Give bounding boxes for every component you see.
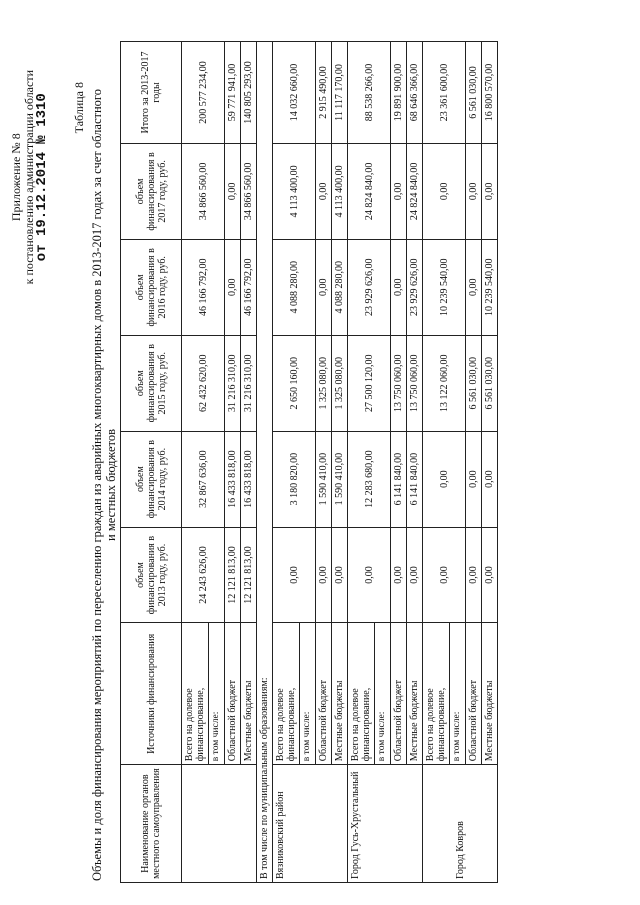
value-cell: 0,00 <box>466 239 482 335</box>
table-header-row <box>121 42 182 883</box>
value-cell: 0,00 <box>482 431 498 527</box>
table-row <box>316 42 332 883</box>
value-cell: 1 325 080,00 <box>316 335 332 431</box>
value-cell: 0,00 <box>316 527 332 623</box>
value-cell: 11 117 170,00 <box>332 42 348 144</box>
value-cell: 68 646 366,00 <box>407 42 423 144</box>
value-cell: 2 915 490,00 <box>316 42 332 144</box>
value-cell: 24 824 840,00 <box>348 143 391 239</box>
source-label: Местные бюджеты <box>482 623 498 765</box>
value-cell: 0,00 <box>466 143 482 239</box>
source-label: Местные бюджеты <box>332 623 348 765</box>
col-header: объем финансирования в 2014 году, руб. <box>121 431 182 527</box>
source-label: Областной бюджет <box>225 623 241 765</box>
value-cell: 31 216 310,00 <box>241 335 257 431</box>
col-header: Итого за 2013-2017 годы <box>121 42 182 144</box>
source-label: Всего на долевое финансирование, <box>182 623 209 765</box>
value-cell: 59 771 941,00 <box>225 42 241 144</box>
value-cell: 0,00 <box>225 239 241 335</box>
value-cell: 10 239 540,00 <box>482 239 498 335</box>
value-cell: 6 561 030,00 <box>466 42 482 144</box>
value-cell: 0,00 <box>482 143 498 239</box>
value-cell: 16 800 570,00 <box>482 42 498 144</box>
value-cell: 27 500 120,00 <box>348 335 391 431</box>
value-cell: 2 650 160,00 <box>273 335 316 431</box>
value-cell: 0,00 <box>273 527 316 623</box>
value-cell: 23 929 626,00 <box>348 239 391 335</box>
value-cell: 0,00 <box>482 527 498 623</box>
value-cell: 16 433 818,00 <box>225 431 241 527</box>
col-header: объем финансирования в 2015 году, руб. <box>121 335 182 431</box>
value-cell: 0,00 <box>391 527 407 623</box>
value-cell: 19 891 900,00 <box>391 42 407 144</box>
value-cell: 24 824 840,00 <box>407 143 423 239</box>
appendix-resolution: к постановлению администрации области <box>22 70 36 285</box>
source-label: в том числе: <box>209 623 225 765</box>
source-label: в том числе: <box>450 623 466 765</box>
source-label: Областной бюджет <box>391 623 407 765</box>
appendix-header <box>10 70 49 284</box>
table-row <box>241 42 257 883</box>
value-cell: 46 166 792,00 <box>241 239 257 335</box>
table-row <box>182 42 209 883</box>
value-cell: 1 590 410,00 <box>316 431 332 527</box>
table-row <box>273 42 300 883</box>
table-row <box>466 42 482 883</box>
value-cell: 0,00 <box>423 527 466 623</box>
value-cell: 6 141 840,00 <box>407 431 423 527</box>
appendix-date: от 19.12.2014 № 1310 <box>34 93 50 262</box>
value-cell: 0,00 <box>423 431 466 527</box>
value-cell: 4 113 400,00 <box>332 143 348 239</box>
source-label: Областной бюджет <box>466 623 482 765</box>
value-cell: 34 866 560,00 <box>241 143 257 239</box>
col-header: Наименование органов местного самоуправления <box>121 765 182 883</box>
municipality-name: Вязниковский район <box>273 765 348 883</box>
value-cell: 13 122 060,00 <box>423 335 466 431</box>
source-label: Всего на долевое финансирование, <box>348 623 375 765</box>
value-cell: 31 216 310,00 <box>225 335 241 431</box>
table-row <box>482 42 498 883</box>
value-cell: 1 590 410,00 <box>332 431 348 527</box>
value-cell: 0,00 <box>225 143 241 239</box>
value-cell: 23 361 600,00 <box>423 42 466 144</box>
municipality-name: Город Гусь-Хрустальный <box>348 765 423 883</box>
table-row <box>423 42 450 883</box>
value-cell: 0,00 <box>348 527 391 623</box>
value-cell: 3 180 820,00 <box>273 431 316 527</box>
value-cell: 200 577 234,00 <box>182 42 225 144</box>
value-cell: 12 283 680,00 <box>348 431 391 527</box>
col-header: объем финансирования в 2016 году, руб. <box>121 239 182 335</box>
source-label: Местные бюджеты <box>407 623 423 765</box>
value-cell: 16 433 818,00 <box>241 431 257 527</box>
value-cell: 0,00 <box>466 431 482 527</box>
value-cell: 0,00 <box>407 527 423 623</box>
financing-table <box>120 41 498 883</box>
table-row <box>257 42 273 883</box>
value-cell: 46 166 792,00 <box>182 239 225 335</box>
source-label: Областной бюджет <box>316 623 332 765</box>
source-label: Всего на долевое финансирование, <box>423 623 450 765</box>
table-row <box>348 42 375 883</box>
table-row <box>225 42 241 883</box>
value-cell: 0,00 <box>391 239 407 335</box>
value-cell: 4 113 400,00 <box>273 143 316 239</box>
value-cell: 13 750 060,00 <box>407 335 423 431</box>
value-cell: 23 929 626,00 <box>407 239 423 335</box>
value-cell: 62 432 620,00 <box>182 335 225 431</box>
value-cell: 24 243 626,00 <box>182 527 225 623</box>
value-cell: 6 561 030,00 <box>466 335 482 431</box>
value-cell: 0,00 <box>332 527 348 623</box>
source-label: Местные бюджеты <box>241 623 257 765</box>
value-cell: 6 561 030,00 <box>482 335 498 431</box>
value-cell: 34 866 560,00 <box>182 143 225 239</box>
value-cell: 6 141 840,00 <box>391 431 407 527</box>
muni-section-header: В том числе по муниципальным образованиям: <box>257 42 273 883</box>
document-title: Объемы и доля финансирования мероприятий по переселению граждан из аварийных многоквартирных домов в 2013-2017 годах за счет областного и местных бюджетов <box>90 89 118 881</box>
col-header: объем финансирования в 2017 году, руб. <box>121 143 182 239</box>
value-cell: 32 867 636,00 <box>182 431 225 527</box>
source-label: в том числе: <box>375 623 391 765</box>
value-cell: 0,00 <box>391 143 407 239</box>
value-cell: 140 805 293,00 <box>241 42 257 144</box>
value-cell: 0,00 <box>316 239 332 335</box>
source-label: в том числе: <box>300 623 316 765</box>
table-body <box>182 42 498 883</box>
col-header: Источники финансирования <box>121 623 182 765</box>
value-cell: 1 325 080,00 <box>332 335 348 431</box>
value-cell: 12 121 813,00 <box>241 527 257 623</box>
summary-name-cell <box>182 765 257 883</box>
value-cell: 10 239 540,00 <box>423 239 466 335</box>
value-cell: 4 088 280,00 <box>332 239 348 335</box>
source-label: Всего на долевое финансирование, <box>273 623 300 765</box>
table-row <box>332 42 348 883</box>
table-row <box>407 42 423 883</box>
municipality-name: Город Ковров <box>423 765 498 883</box>
col-header: объем финансирования в 2013 году, руб. <box>121 527 182 623</box>
appendix-number: Приложение № 8 <box>9 133 23 222</box>
value-cell: 0,00 <box>316 143 332 239</box>
value-cell: 12 121 813,00 <box>225 527 241 623</box>
value-cell: 14 032 660,00 <box>273 42 316 144</box>
table-row <box>391 42 407 883</box>
value-cell: 0,00 <box>466 527 482 623</box>
value-cell: 0,00 <box>423 143 466 239</box>
value-cell: 88 538 266,00 <box>348 42 391 144</box>
value-cell: 4 088 280,00 <box>273 239 316 335</box>
table-label: Таблица 8 <box>72 82 86 134</box>
value-cell: 13 750 060,00 <box>391 335 407 431</box>
